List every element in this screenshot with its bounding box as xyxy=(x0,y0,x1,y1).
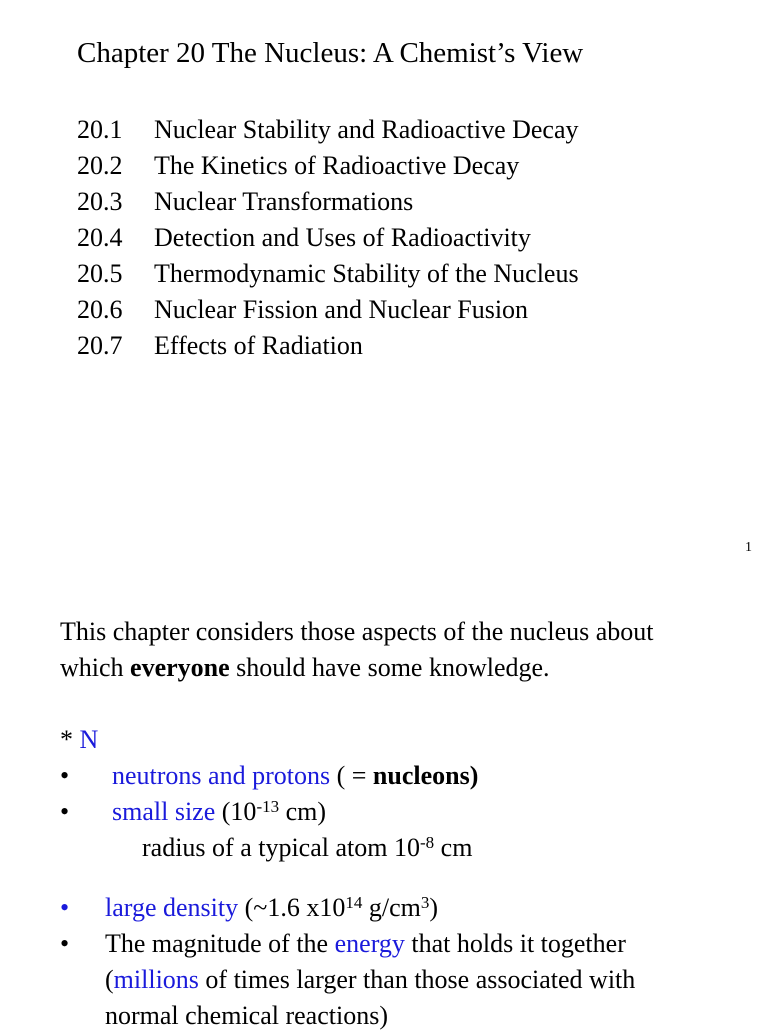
intro-text: which xyxy=(60,653,131,682)
bold-text: nucleons) xyxy=(372,761,479,790)
toc-number: 20.6 xyxy=(77,295,123,324)
toc-item xyxy=(77,184,579,220)
plain-text: The magnitude of the xyxy=(105,929,335,958)
bullet-text xyxy=(112,758,478,794)
superscript: 14 xyxy=(345,893,363,913)
highlight-text: neutrons and protons xyxy=(112,761,331,790)
plain-text: g/cm xyxy=(362,893,421,922)
bullet-marker: • xyxy=(60,797,70,826)
plain-text: that holds it together xyxy=(404,929,626,958)
superscript: -8 xyxy=(419,833,435,853)
bullet-marker: • xyxy=(60,929,70,958)
plain-text: ( = xyxy=(330,761,373,790)
toc-item xyxy=(77,112,579,148)
toc-text: Effects of Radiation xyxy=(154,331,363,360)
superscript: -13 xyxy=(256,797,280,817)
toc-number: 20.4 xyxy=(77,223,123,252)
table-of-contents xyxy=(77,112,579,364)
toc-number: 20.2 xyxy=(77,151,123,180)
toc-text: Nuclear Stability and Radioactive Decay xyxy=(154,115,579,144)
plain-text: cm xyxy=(434,833,473,862)
toc-item xyxy=(77,220,579,256)
plain-text: radius of a typical atom 10 xyxy=(142,833,420,862)
bullet-text xyxy=(105,890,438,926)
highlight-text: large density xyxy=(105,893,239,922)
star-letter: N xyxy=(79,725,99,754)
highlight-text: millions xyxy=(113,965,199,994)
bullet-text: normal chemical reactions) xyxy=(105,1001,388,1030)
plain-text: (~1.6 x10 xyxy=(238,893,346,922)
toc-item xyxy=(77,292,579,328)
toc-item xyxy=(77,148,579,184)
bullet-marker: • xyxy=(60,761,70,790)
toc-text: Nuclear Fission and Nuclear Fusion xyxy=(154,295,529,324)
bullet-text xyxy=(112,794,326,830)
superscript: 3 xyxy=(420,893,430,913)
toc-item xyxy=(77,328,579,364)
bullet-text xyxy=(105,926,626,962)
intro-line: This chapter considers those aspects of the nucleus about xyxy=(60,617,654,646)
toc-number: 20.5 xyxy=(77,259,123,288)
plain-text: (10 xyxy=(215,797,257,826)
toc-text: Detection and Uses of Radioactivity xyxy=(154,223,531,252)
page-number: 1 xyxy=(745,540,752,555)
toc-text: The Kinetics of Radioactive Decay xyxy=(154,151,520,180)
plain-text: of times larger than those associated with xyxy=(198,965,636,994)
intro-line xyxy=(60,650,550,686)
page-title: Chapter 20 The Nucleus: A Chemist’s View xyxy=(77,37,584,69)
toc-number: 20.7 xyxy=(77,331,123,360)
plain-text: ( xyxy=(105,965,114,994)
intro-text: should have some knowledge. xyxy=(229,653,550,682)
bullet-text xyxy=(105,962,635,998)
star-marker: * xyxy=(60,725,80,754)
sub-text xyxy=(142,830,472,866)
toc-number: 20.3 xyxy=(77,187,123,216)
intro-bold-text: everyone xyxy=(130,653,230,682)
toc-number: 20.1 xyxy=(77,115,123,144)
toc-item xyxy=(77,256,579,292)
plain-text: cm) xyxy=(279,797,327,826)
highlight-text: small size xyxy=(112,797,216,826)
plain-text: ) xyxy=(429,893,439,922)
bullet-marker: • xyxy=(60,893,70,922)
highlight-text: energy xyxy=(334,929,405,958)
toc-text: Thermodynamic Stability of the Nucleus xyxy=(154,259,579,288)
toc-text: Nuclear Transformations xyxy=(154,187,414,216)
star-heading xyxy=(60,722,98,758)
